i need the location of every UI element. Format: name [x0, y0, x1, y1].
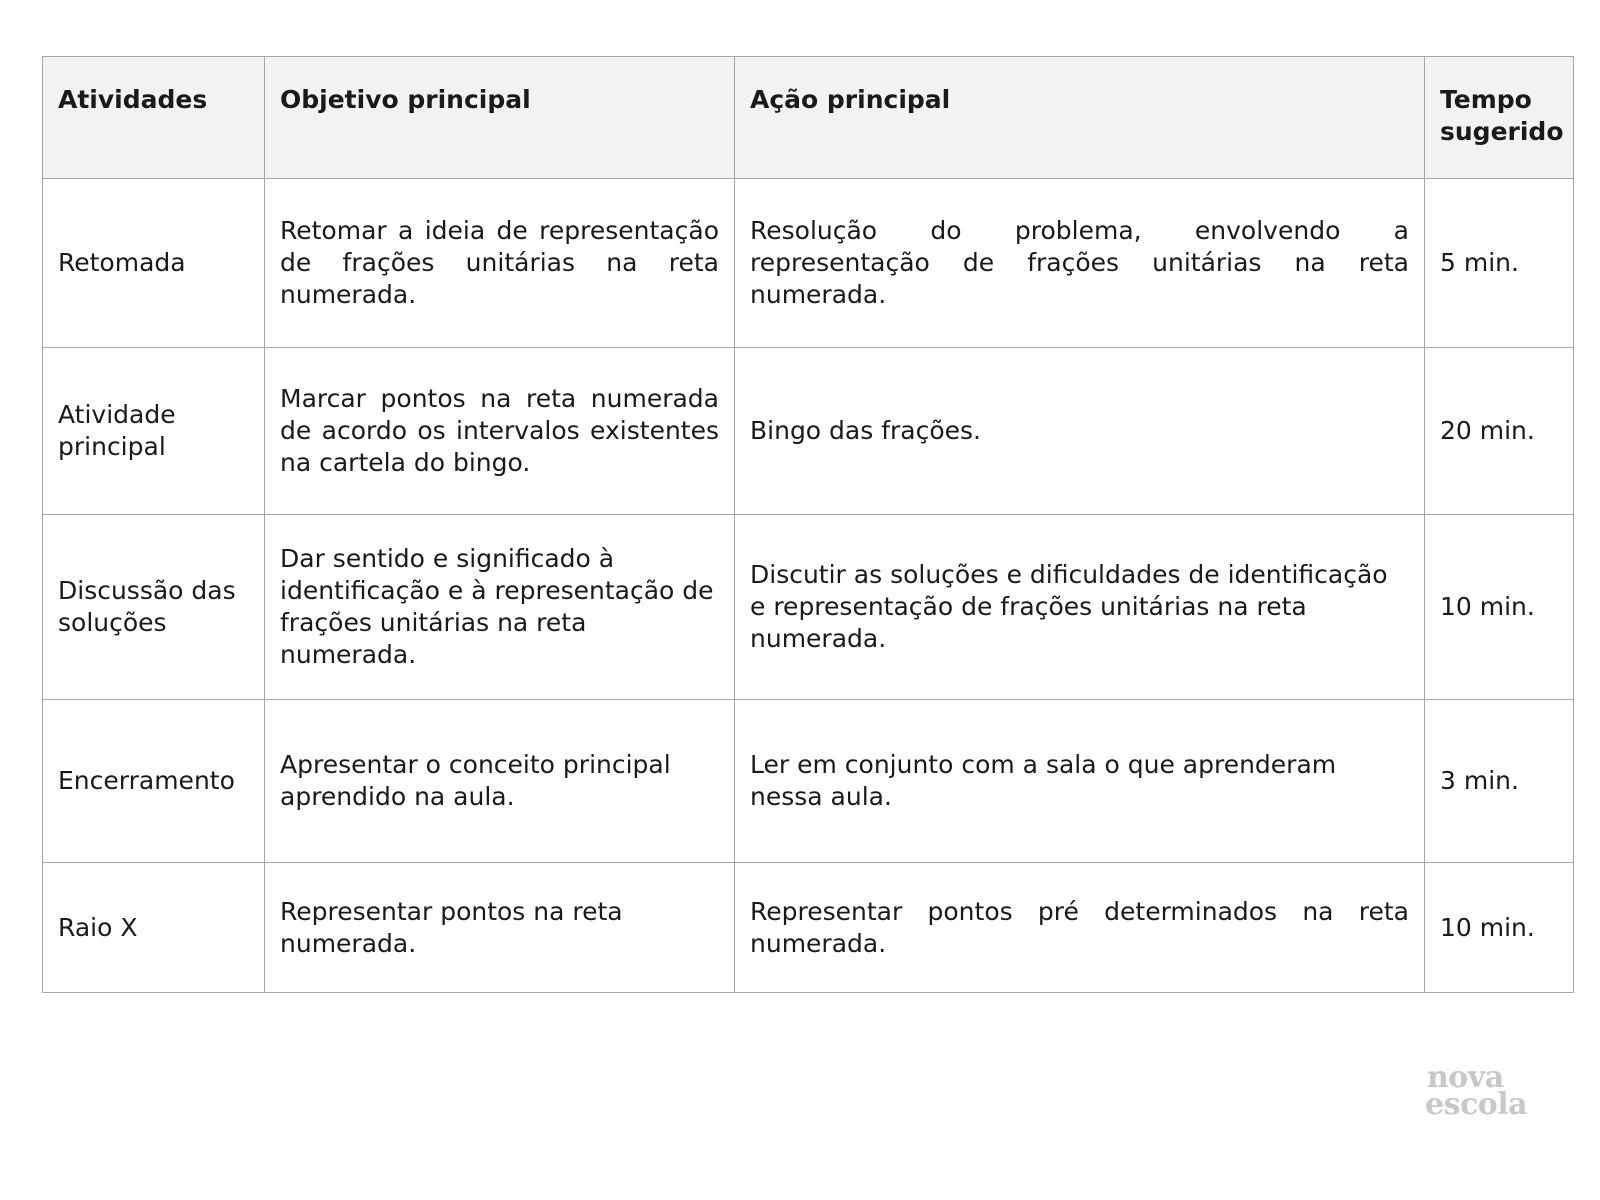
cell-atividade: Discussão das soluções — [43, 515, 265, 700]
cell-acao: Resolução do problema, envolvendo a representação de frações unitárias na reta numerada. — [735, 179, 1425, 348]
cell-tempo: 5 min. — [1425, 179, 1574, 348]
logo-line-nova: nova — [1427, 1060, 1504, 1095]
header-row — [43, 57, 1574, 179]
header-tempo: Tempo sugerido — [1425, 57, 1574, 179]
cell-atividade: Retomada — [43, 179, 265, 348]
table-row — [43, 863, 1574, 993]
cell-tempo: 20 min. — [1425, 348, 1574, 515]
table-row — [43, 700, 1574, 863]
cell-tempo: 3 min. — [1425, 700, 1574, 863]
cell-atividade: Encerramento — [43, 700, 265, 863]
cell-objetivo: Dar sentido e significado à identificação e à representação de frações unitárias na reta numerada. — [265, 515, 735, 700]
cell-atividade: Raio X — [43, 863, 265, 993]
table-row — [43, 348, 1574, 515]
cell-tempo: 10 min. — [1425, 863, 1574, 993]
cell-objetivo: Marcar pontos na reta numerada de acordo os intervalos existentes na cartela do bingo. — [265, 348, 735, 515]
cell-objetivo: Apresentar o conceito principal aprendido na aula. — [265, 700, 735, 863]
lesson-plan-table — [42, 56, 1574, 993]
nova-escola-logo — [1425, 1060, 1528, 1122]
header-objetivo: Objetivo principal — [265, 57, 735, 179]
logo-line-escola: escola — [1425, 1087, 1528, 1122]
cell-acao: Representar pontos pré determinados na reta numerada. — [735, 863, 1425, 993]
cell-acao: Discutir as soluções e dificuldades de identificação e representação de frações unitárias na reta numerada. — [735, 515, 1425, 700]
header-acao: Ação principal — [735, 57, 1425, 179]
cell-objetivo: Representar pontos na reta numerada. — [265, 863, 735, 993]
cell-atividade: Atividade principal — [43, 348, 265, 515]
table-row — [43, 515, 1574, 700]
cell-tempo: 10 min. — [1425, 515, 1574, 700]
header-atividades: Atividades — [43, 57, 265, 179]
cell-objetivo: Retomar a ideia de representação de frações unitárias na reta numerada. — [265, 179, 735, 348]
cell-acao: Bingo das frações. — [735, 348, 1425, 515]
table-row — [43, 179, 1574, 348]
cell-acao: Ler em conjunto com a sala o que aprenderam nessa aula. — [735, 700, 1425, 863]
